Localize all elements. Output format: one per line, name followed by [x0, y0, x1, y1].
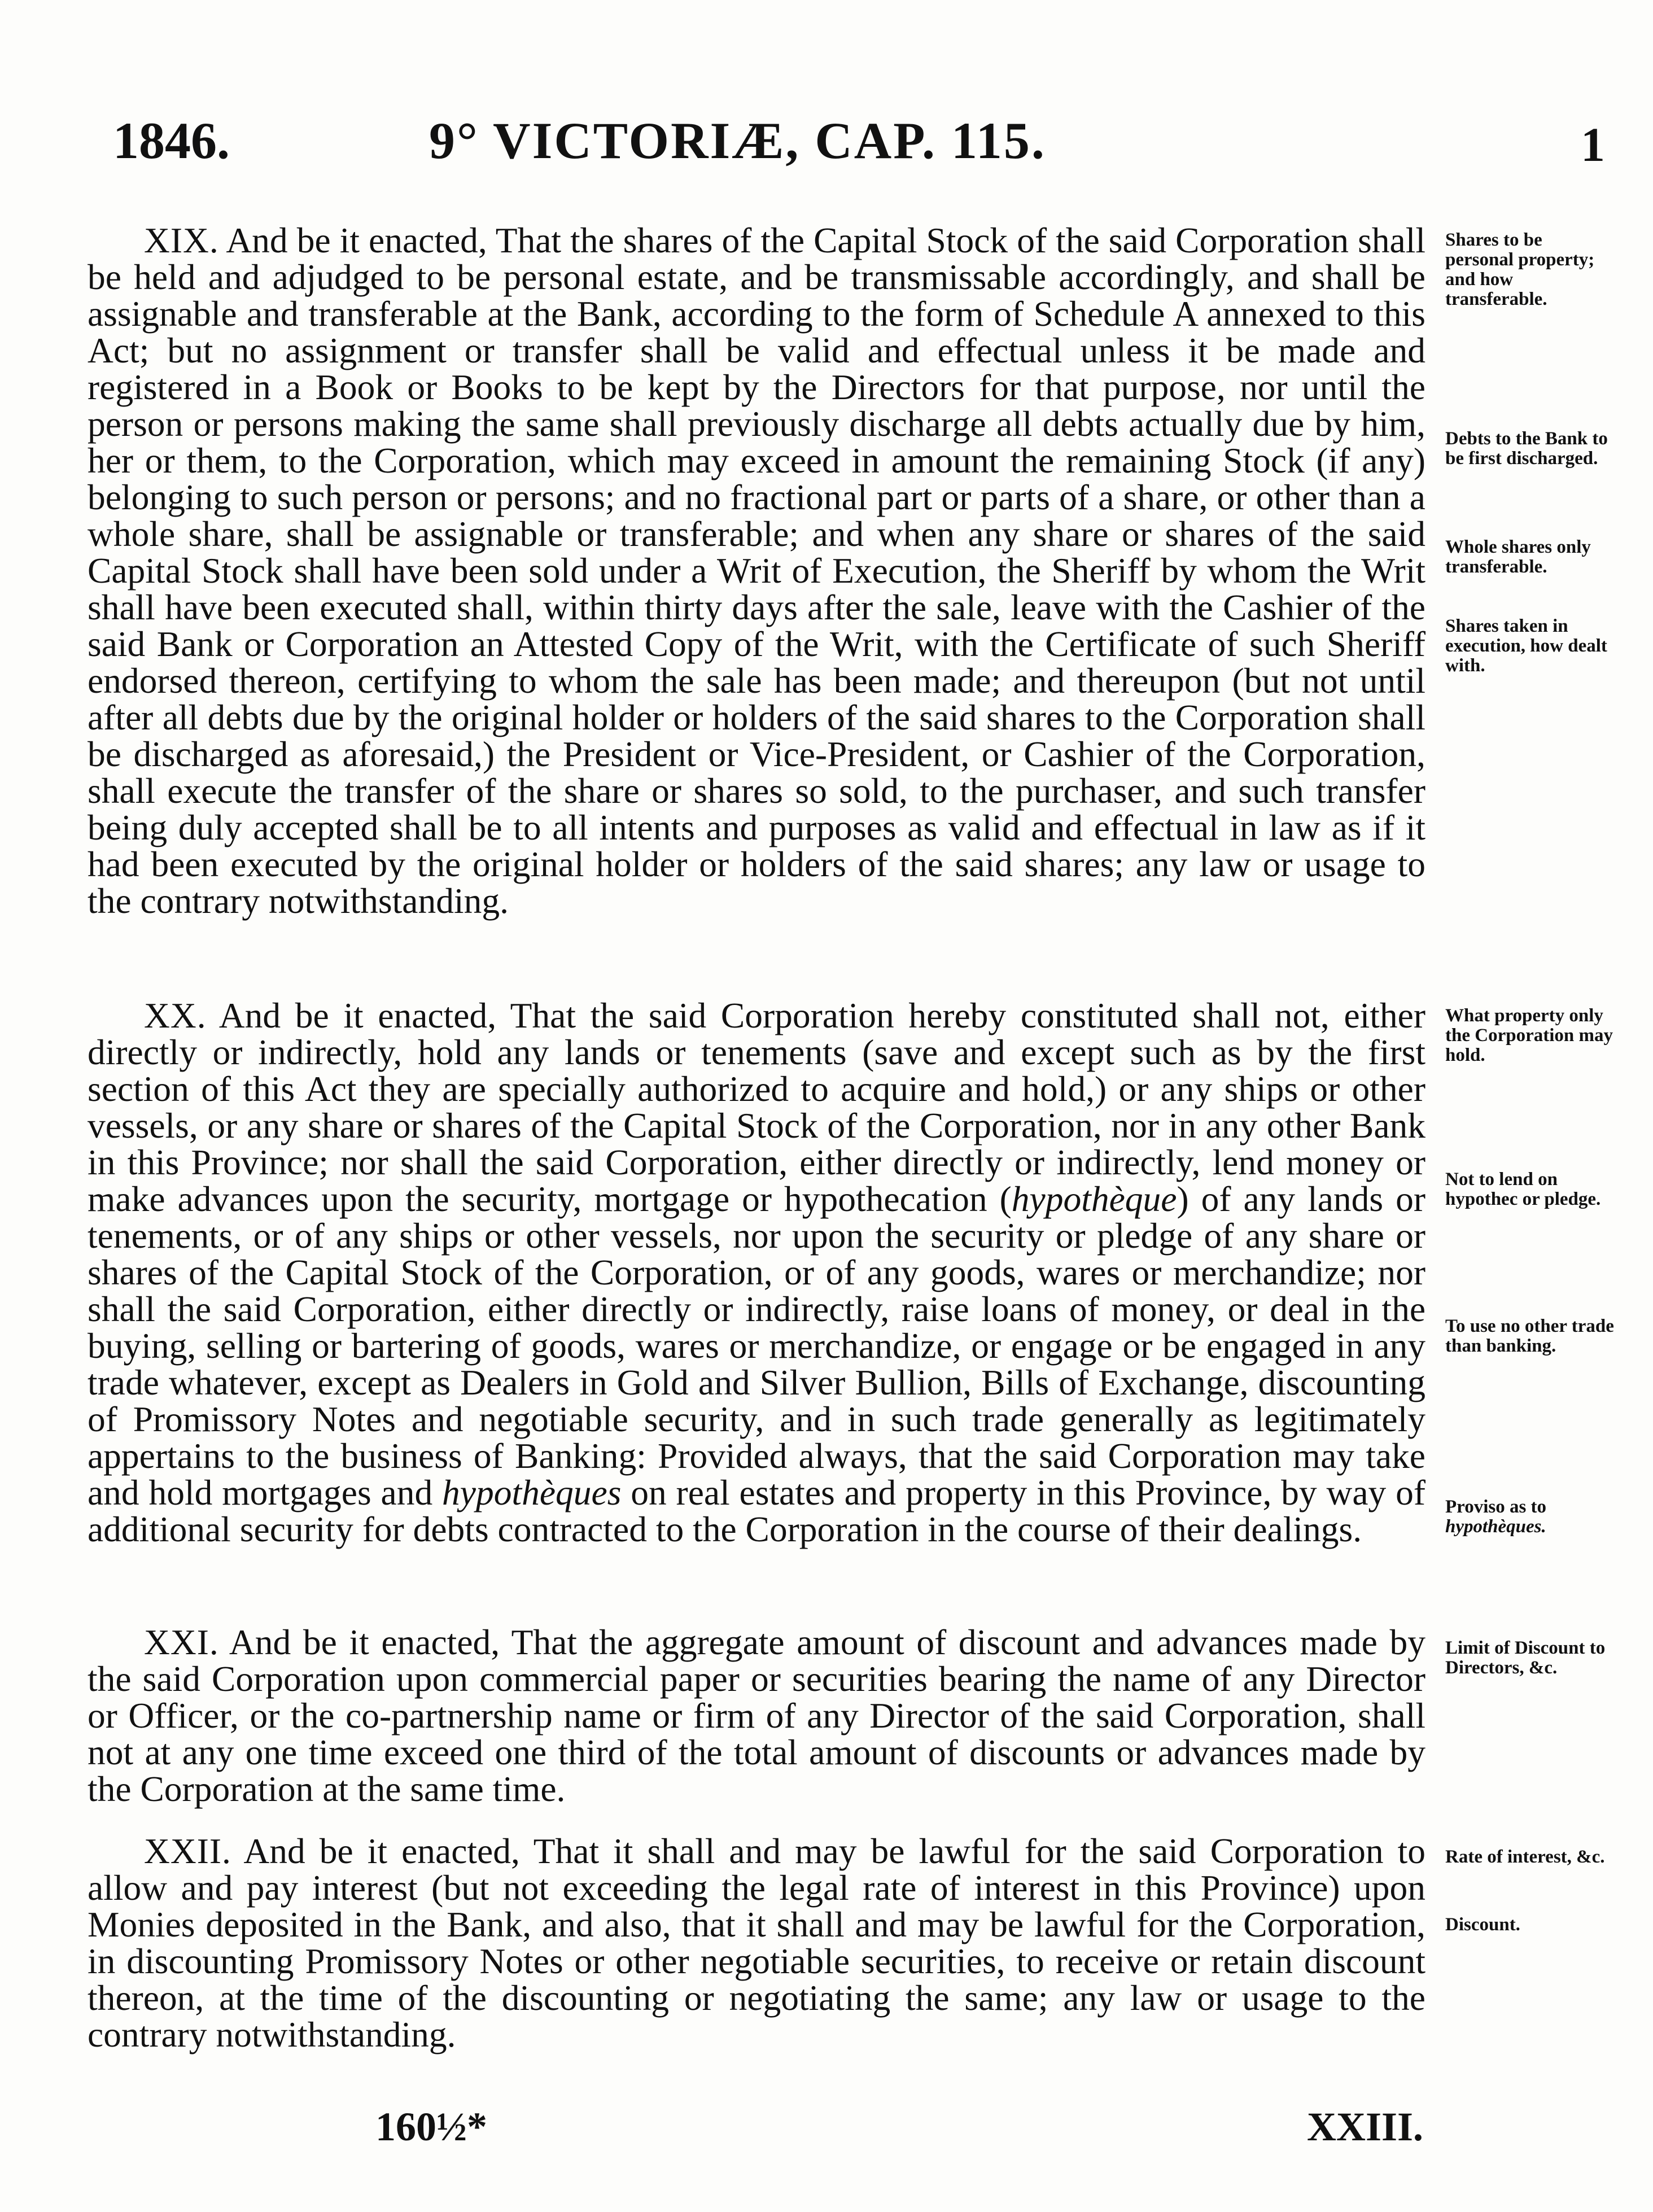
section-xxii — [88, 1833, 1425, 2053]
page-footer — [0, 2104, 1653, 2160]
section-xxi — [88, 1624, 1425, 1807]
section-xx-text-a: And be it enacted, That the said Corporation hereby constituted shall not, either directly or indirectly, hold any lands or tenements (save and except such as by the first section of this Act they are specially authorized to acquire and hold,) or any ships or other vessels, or any share or shares of the Capital Stock of the Corporation, nor in any other Bank in this Province; nor shall the said Corporation, either directly or indirectly, lend money or make advances upon the security, mortgage or hypothecation ( — [88, 995, 1425, 1219]
margin-note-debts-discharged: Debts to the Bank to be first discharged. — [1445, 429, 1608, 469]
margin-note-proviso — [1445, 1497, 1615, 1537]
section-xix-paragraph — [88, 222, 1425, 919]
section-xx-italic-hypotheques: hypothèques — [442, 1472, 622, 1512]
section-xx — [88, 997, 1425, 1547]
catchword: XXIII. — [1307, 2104, 1424, 2149]
margin-note-not-lend: Not to lend on hypothec or pledge. — [1445, 1169, 1601, 1209]
signature-mark: 160½* — [375, 2104, 487, 2149]
section-xxii-paragraph — [88, 1833, 1425, 2053]
header-folio: 1 — [1581, 117, 1605, 172]
running-head — [113, 111, 1637, 173]
margin-note-what-property: What property only the Corporation may hold. — [1445, 1006, 1613, 1065]
section-xxii-number: XXII. — [144, 1831, 231, 1871]
header-title: 9° VICTORIÆ, CAP. 115. — [429, 112, 1046, 169]
margin-note-proviso-lead: Proviso as to — [1445, 1497, 1547, 1517]
margin-note-limit-discount: Limit of Discount to Directors, &c. — [1445, 1638, 1606, 1678]
section-xx-text-b: ) of any lands or tenements, or of any ships or other vessels, nor upon the security or pledge of any share or shares of the Capital Stock of the Corporation, or of any goods, wares or merchandize; nor shall the said Corporation, either directly or indirectly, raise loans of money, or deal in the buying, selling or bartering of goods, wares or merchandize, or engage or be engaged in any trade whatever, except as Dealers in Gold and Silver Bullion, Bills of Exchange, discounting of Promissory Notes and negotiable security, and in such trade generally as legitimately appertains to the business of Banking: Provided always, that the said Corporation may take and hold mortgages and — [88, 1179, 1425, 1512]
margin-note-discount: Discount. — [1445, 1914, 1520, 1935]
section-xx-italic-hypotheque: hypothèque — [1011, 1179, 1177, 1219]
section-xxi-number: XXI. — [144, 1622, 219, 1662]
section-xxi-text: And be it enacted, That the aggregate amount of discount and advances made by the said Corporation upon commercial paper or securities bearing the name of any Director or Officer, or the co-partnership name or firm of any Director of the said Corporation, shall not at any one time exceed one third of the total amount of discounts or advances made by the Corporation at the same time. — [88, 1622, 1426, 1809]
section-xix-text: And be it enacted, That the shares of the Capital Stock of the said Corporation shall be held and adjudged to be personal estate, and be transmissable accordingly, and shall be assignable and transferable at the Bank, according to the form of Schedule A annexed to this Act; but no assignment or transfer shall be valid and effectual unless it be made and registered in a Book or Books to be kept by the Directors for that purpose, nor until the person or persons making the same shall previously discharge all debts actually due by him, her or them, to the Corporation, which may exceed in amount the remaining Stock (if any) belonging to such person or persons; and no fractional part or parts of a share, or other than a whole share, shall be assignable or transferable; and when any share or shares of the said Capital Stock shall have been sold under a Writ of Execution, the Sheriff by whom the Writ shall have been executed shall, within thirty days after the sale, leave with the Cashier of the said Bank or Corporation an Attested Copy of the Writ, with the Certificate of such Sheriff endorsed thereon, certifying to whom the sale has been made; and thereupon (but not until after all debts due by the original holder or holders of the said shares to the Corporation shall be discharged as aforesaid,) the President or Vice-President, or Cashier of the Corporation, shall execute the transfer of the share or shares so sold, to the purchaser, and such transfer being duly accepted shall be to all intents and purposes as valid and effectual in law as if it had been executed by the original holder or holders of the said shares; any law or usage to the contrary notwithstanding. — [88, 220, 1426, 921]
margin-note-whole-shares: Whole shares only transferable. — [1445, 537, 1591, 577]
section-xx-text-c: on real estates and property in this Province, by way of additional security for debts contracted to the Corporation in the course of their dealings. — [88, 1472, 1425, 1549]
section-xxi-paragraph — [88, 1624, 1425, 1807]
section-xx-number: XX. — [144, 995, 207, 1035]
margin-note-shares-personal: Shares to be personal property; and how transferable. — [1445, 230, 1595, 309]
margin-note-rate-interest: Rate of interest, &c. — [1445, 1847, 1605, 1867]
section-xix-number: XIX. — [144, 220, 219, 260]
section-xix — [88, 222, 1425, 919]
section-xxii-text: And be it enacted, That it shall and may be lawful for the said Corporation to allow and pay interest (but not exceeding the legal rate of interest in this Province) upon Monies deposited in the Bank, and also, that it shall and may be lawful for the Corporation, in discounting Promissory Notes or other negotiable securities, to receive or retain discount thereon, at the time of the discounting or negotiating the same; any law or usage to the contrary notwithstanding. — [88, 1831, 1425, 2054]
header-year: 1846. — [113, 112, 230, 169]
margin-note-proviso-italic: hypothèques. — [1445, 1516, 1546, 1537]
margin-note-no-other-trade: To use no other trade than banking. — [1445, 1316, 1614, 1356]
section-xx-paragraph — [88, 997, 1425, 1547]
margin-note-shares-execution: Shares taken in execution, how dealt with. — [1445, 616, 1607, 676]
